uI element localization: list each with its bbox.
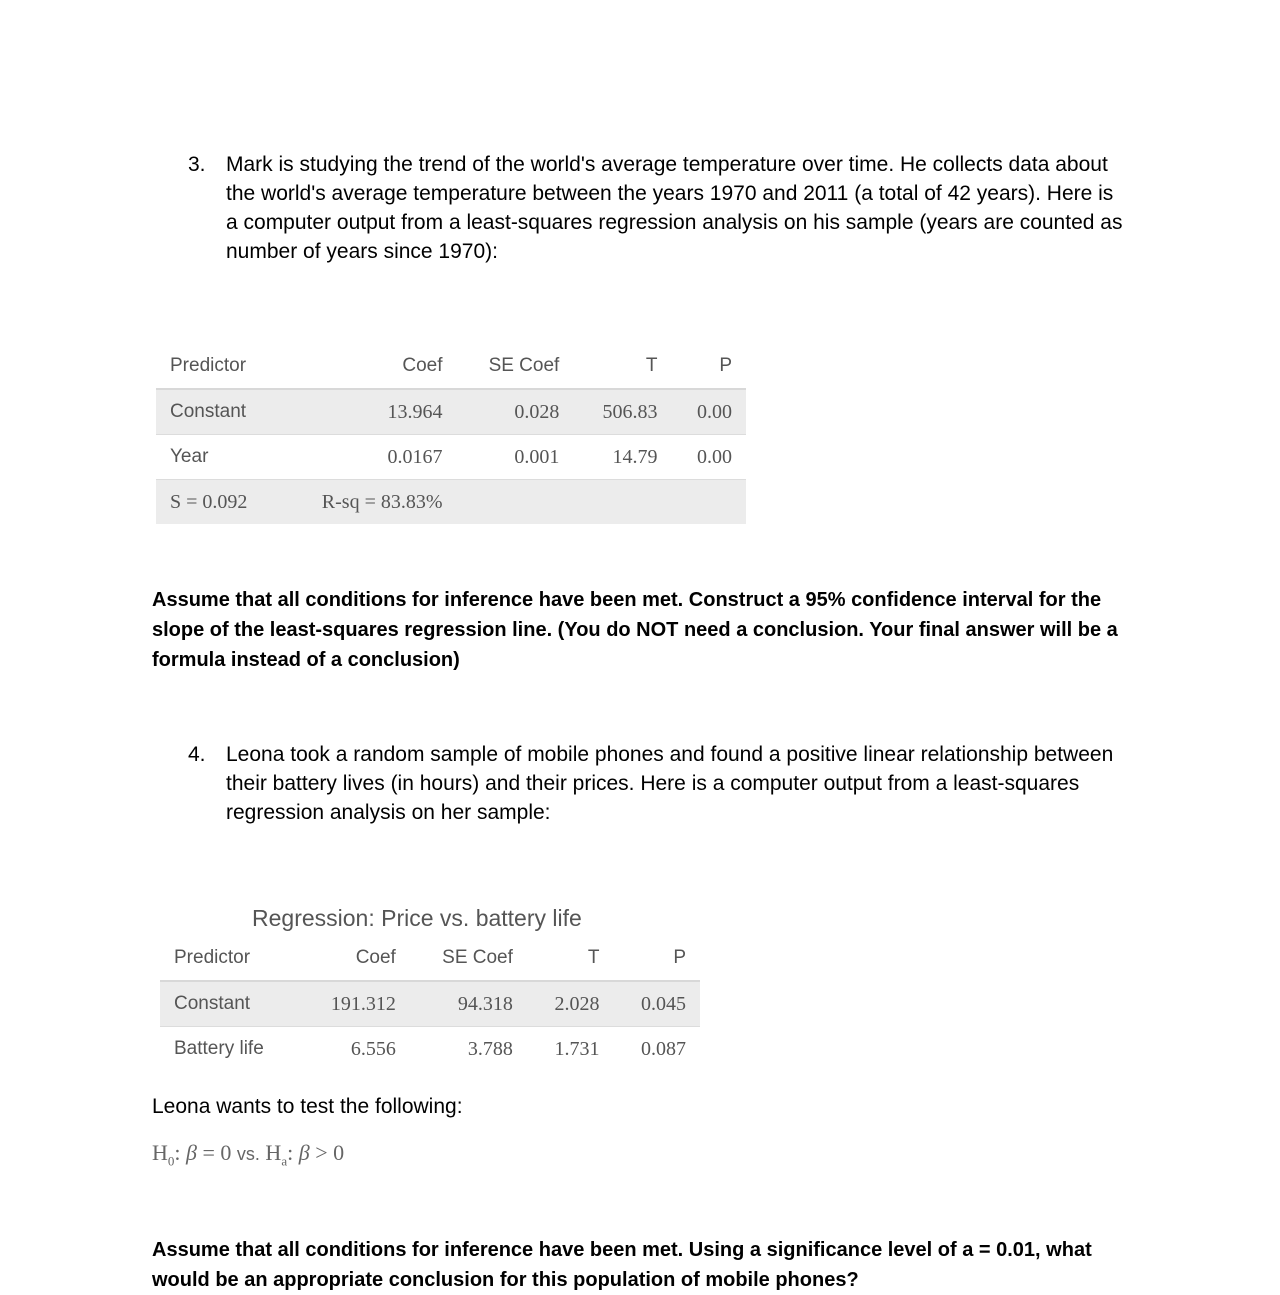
regression-table-title: Regression: Price vs. battery life xyxy=(252,905,582,931)
regression-table-battery xyxy=(160,936,700,1071)
table-summary-row xyxy=(156,480,746,525)
cell-t: 1.731 xyxy=(554,1037,600,1060)
header-t: T xyxy=(527,936,614,981)
row-label: Battery life xyxy=(174,1038,264,1059)
greater-than-zero: > 0 xyxy=(309,1140,345,1165)
null-h: H xyxy=(152,1140,168,1165)
cell-se-coef: 94.318 xyxy=(410,981,527,1027)
cell-coef: 0.0167 xyxy=(281,435,457,480)
row-label: Year xyxy=(156,435,281,480)
cell-se-coef: 0.001 xyxy=(457,435,574,480)
beta-symbol: β xyxy=(298,1140,310,1165)
regression-table-temperature xyxy=(156,344,746,524)
question-4-instruction: Assume that all conditions for inference have been met. Using a significance level of a = 0.01, what would be an appropriate conclusion for this population of mobile phones? xyxy=(152,1239,1092,1291)
header-se-coef: SE Coef xyxy=(457,344,574,389)
header-se-coef: SE Coef xyxy=(410,936,527,981)
header-coef: Coef xyxy=(281,344,457,389)
question-text: Mark is studying the trend of the world's average temperature over time. He collects data about the world's average temperature between the years 1970 and 2011 (a total of 42 years). Here is a computer output from a least-squares regression analysis on his sample (years are counted as number of years since 1970): xyxy=(226,153,1123,263)
beta-symbol: β xyxy=(186,1140,197,1165)
cell-p: 0.00 xyxy=(671,435,746,480)
cell-coef: 191.312 xyxy=(300,981,410,1027)
question-number: 3. xyxy=(188,153,206,176)
header-p: P xyxy=(671,344,746,389)
cell-se-coef: 0.028 xyxy=(457,389,574,435)
table-row xyxy=(156,435,746,480)
header-predictor: Predictor xyxy=(160,936,300,981)
cell-t: 14.79 xyxy=(573,435,671,480)
header-coef: Coef xyxy=(300,936,410,981)
header-p: P xyxy=(613,936,700,981)
question-number: 4. xyxy=(188,743,206,766)
question-3-instruction: Assume that all conditions for inference have been met. Construct a 95% confidence interval for the slope of the least-squares regression line. (You do NOT need a conclusion. Your final answer will be a formula instead of a conclusion) xyxy=(152,589,1118,671)
colon: : xyxy=(174,1140,187,1165)
cell-t: 506.83 xyxy=(573,389,671,435)
cell-coef: 6.556 xyxy=(350,1037,396,1060)
table-row xyxy=(156,389,746,435)
alt-h: H xyxy=(259,1140,282,1165)
row-label: Constant xyxy=(160,981,300,1027)
hypothesis-statement xyxy=(152,1140,344,1169)
alt-subscript: a xyxy=(281,1153,288,1169)
vs-label: vs. xyxy=(236,1144,260,1164)
cell-p: 0.087 xyxy=(641,1037,686,1060)
rsq-statistic: R-sq = 83.83% xyxy=(281,480,457,525)
null-subscript: 0 xyxy=(167,1153,175,1169)
row-label: Constant xyxy=(156,389,281,435)
cell-p: 0.045 xyxy=(613,981,700,1027)
cell-p: 0.00 xyxy=(671,389,746,435)
colon: : xyxy=(287,1140,299,1165)
s-statistic: S = 0.092 xyxy=(156,480,281,525)
header-t: T xyxy=(573,344,671,389)
question-4-lead: Leona wants to test the following: xyxy=(152,1095,463,1118)
cell-se-coef: 3.788 xyxy=(467,1037,513,1060)
question-text: Leona took a random sample of mobile phones and found a positive linear relationship between their battery lives (in hours) and their prices. Here is a computer output from a least-squares regression analysis on her sample: xyxy=(226,743,1114,824)
equals-zero: = 0 xyxy=(196,1140,237,1165)
table-row xyxy=(160,981,700,1027)
cell-coef: 13.964 xyxy=(281,389,457,435)
table-row xyxy=(160,1027,700,1072)
header-predictor: Predictor xyxy=(156,344,281,389)
cell-t: 2.028 xyxy=(527,981,614,1027)
